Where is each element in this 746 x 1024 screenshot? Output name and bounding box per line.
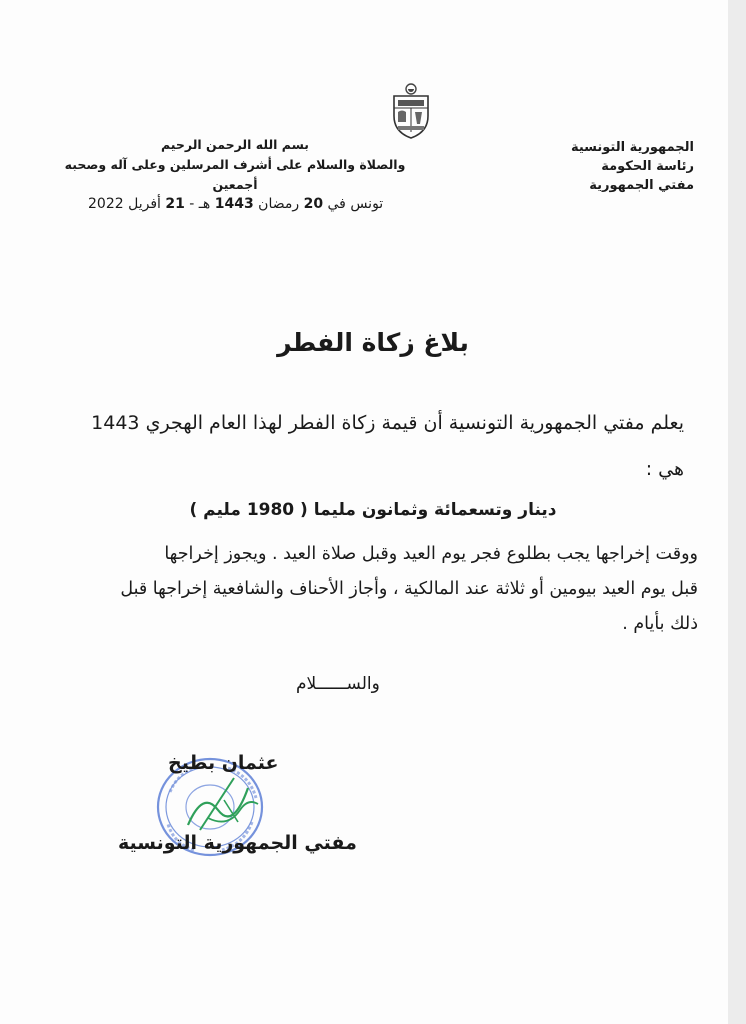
body-paragraph (38, 537, 698, 642)
date-year-greg: 2022 (88, 196, 124, 212)
intro-line-2: هي : (645, 458, 684, 480)
mufti-line: مفتي الجمهورية (589, 178, 694, 193)
date-day-hijri: 20 (303, 196, 324, 212)
body-line: ذلك بأيام . (622, 614, 698, 634)
body-line: قبل يوم العيد بيومين أو ثلاثة عند المالكية ، وأجاز الأحناف والشافعية إخراجها قبل (120, 579, 698, 599)
document-title: بلاغ زكاة الفطر (277, 328, 469, 357)
religious-header (62, 135, 408, 195)
signatory-name: عثمان بطيخ (168, 752, 279, 774)
republic-line: الجمهورية التونسية (570, 140, 694, 155)
signatory-title: مفتي الجمهورية التونسية (118, 832, 357, 854)
handwritten-signature-icon (178, 770, 268, 840)
body-line: ووقت إخراجها يجب بطلوع فجر يوم العيد وقبل صلاة العيد . ويجوز إخراجها (164, 544, 698, 564)
government-line: رئاسة الحكومة (601, 159, 694, 174)
date-day-greg: 21 (165, 196, 185, 212)
date-hijri-suffix: هـ - (189, 196, 211, 212)
basmala: بسم الله الرحمن الرحيم (161, 137, 309, 152)
tunisia-coat-of-arms-icon (388, 82, 434, 140)
date-year-hijri: 1443 (214, 196, 254, 212)
salutation: والصلاة والسلام على أشرف المرسلين وعلى آله وصحبه أجمعين (64, 157, 406, 192)
document-date (88, 196, 383, 212)
date-month-hijri: رمضان (258, 196, 300, 212)
intro-line: يعلم مفتي الجمهورية التونسية أن قيمة زكاة الفطر لهذا العام الهجري 1443 (91, 412, 684, 434)
issuer-header (494, 138, 694, 195)
closing-greeting: والســــــلام (296, 674, 380, 694)
zakat-amount: دينار وتسعمائة وثمانون مليما ( 1980 مليم ) (189, 500, 557, 520)
date-month-greg: أفريل (128, 196, 161, 212)
date-prefix: تونس في (327, 196, 384, 212)
